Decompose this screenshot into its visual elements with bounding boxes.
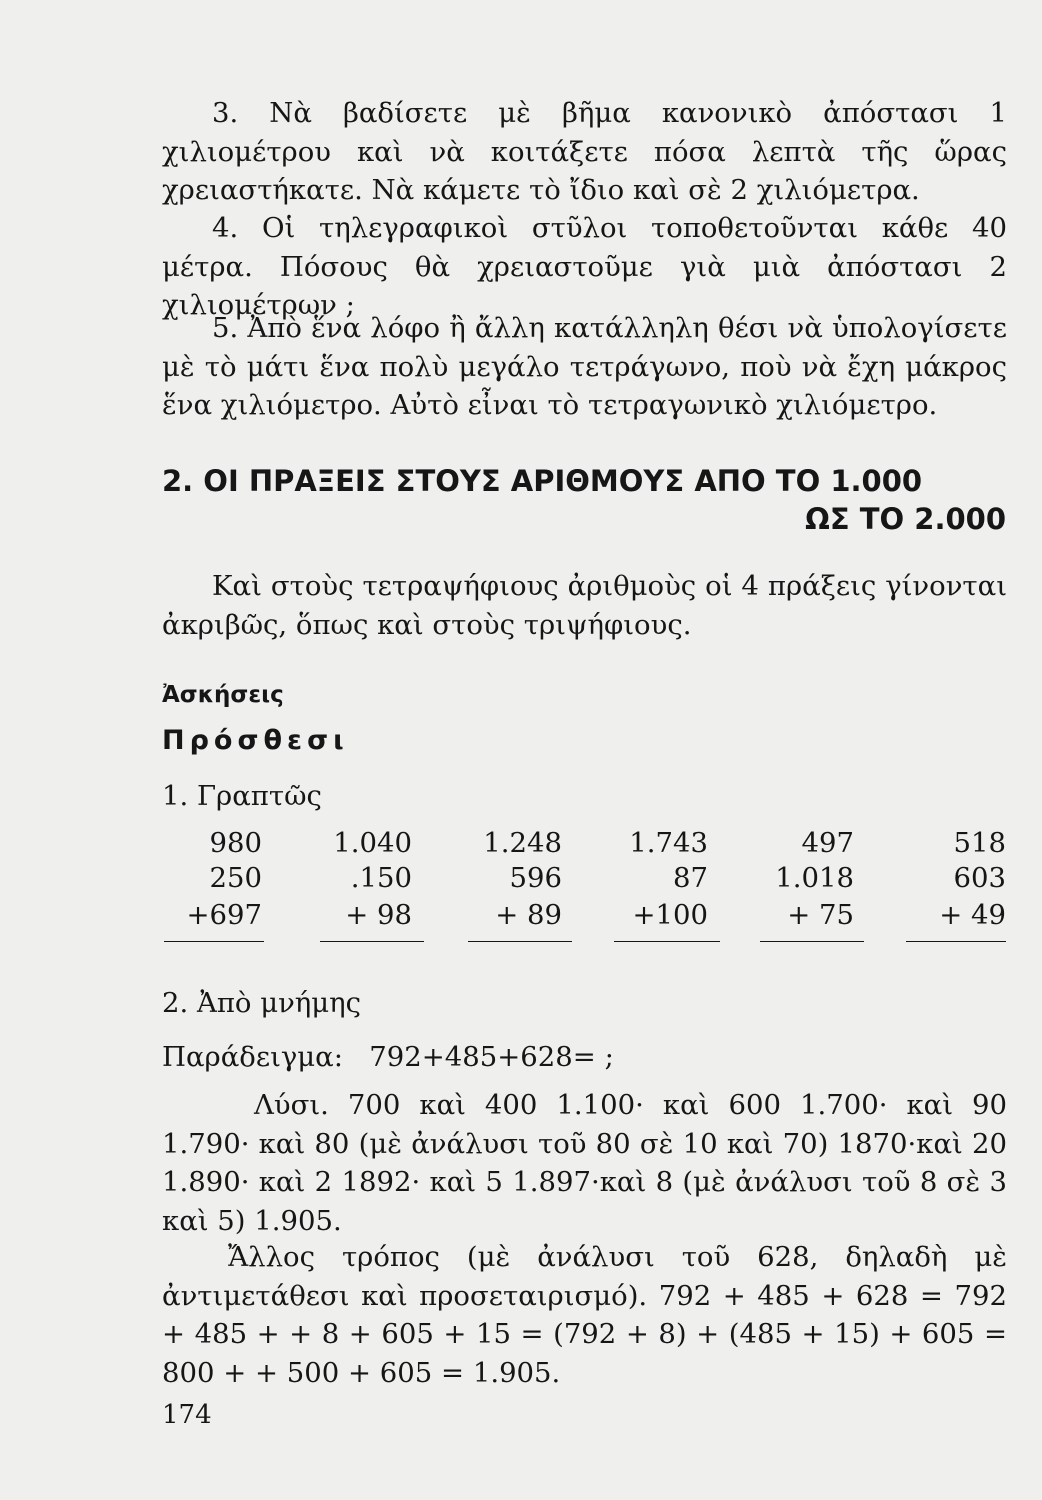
- col6-c: + 49: [939, 899, 1006, 931]
- example-line: Παράδειγμα: 792+485+628= ;: [162, 1041, 614, 1073]
- col2-c: + 98: [345, 899, 412, 931]
- col6-b: 603: [953, 862, 1006, 894]
- section-intro: Καὶ στοὺς τετραψήφιους ἀριθμοὺς οἱ 4 πράξεις γίνονται ἀκριβῶς, ὅπως καὶ στοὺς τριψήφιους.: [162, 570, 1007, 641]
- col4-c: +100: [632, 899, 708, 931]
- col4-a: 1.743: [629, 827, 708, 859]
- col5-b: 1.018: [775, 862, 854, 894]
- col5-a: 497: [801, 827, 854, 859]
- col1-b: 250: [209, 862, 262, 894]
- addition-heading: Πρόσθεσι: [162, 725, 349, 756]
- col3-b: 596: [509, 862, 562, 894]
- col3-a: 1.248: [483, 827, 562, 859]
- col1-rule: [164, 941, 264, 942]
- solution-text: Λύσι. 700 καὶ 400 1.100· καὶ 600 1.700· καὶ 90 1.790· καὶ 80 (μὲ ἀνάλυσι τοῦ 80 σὲ 10 καὶ 70) 1870·καὶ 20 1.890· καὶ 2 1892· καὶ 5 1.897·καὶ 8 (μὲ ἀνάλυσι τοῦ 8 σὲ 3 καὶ 5) 1.905.: [162, 1089, 1007, 1237]
- other-way-text: Ἄλλος τρόπος (μὲ ἀνάλυσι τοῦ 628, δηλαδὴ μὲ ἀντιμετάθεσι καὶ προσεταιρισμό). 792 + 485 + 628 = 792 + 485 + + 8 + 605 + 15 = (792 + 8) + (485 + 15) + 605 = 800 + + 500 + 605 = 1.905.: [162, 1241, 1007, 1389]
- exercises-heading: Ἀσκήσεις: [162, 682, 284, 708]
- page-number: 174: [162, 1400, 212, 1430]
- col4-rule: [614, 941, 720, 942]
- section-title-line1: 2. ΟΙ ΠΡΑΞΕΙΣ ΣΤΟΥΣ ΑΡΙΘΜΟΥΣ ΑΠΟ ΤΟ 1.000: [162, 464, 923, 498]
- col6-a: 518: [953, 827, 1006, 859]
- exercise-4: 4. Οἱ τηλεγραφικοὶ στῦλοι τοποθετοῦνται κάθε 40 μέτρα. Πόσους θὰ χρειαστοῦμε γιὰ μιὰ ἀπόστασι 2 χιλιομέτρων ;: [162, 212, 1007, 321]
- col5-rule: [760, 941, 864, 942]
- col4-b: 87: [673, 862, 708, 894]
- col2-a: 1.040: [333, 827, 412, 859]
- col2-b: .150: [350, 862, 412, 894]
- exercise-5: 5. Ἀπὸ ἕνα λόφο ἢ ἄλλη κατάλληλη θέσι νὰ ὑπολογίσετε μὲ τὸ μάτι ἕνα πολὺ μεγάλο τετράγωνο, ποὺ νὰ ἔχη μάκρος ἕνα χιλιόμετρο. Αὐτὸ εἶναι τὸ τετραγωνικὸ χιλιόμετρο.: [162, 312, 1007, 421]
- col5-c: + 75: [787, 899, 854, 931]
- col6-rule: [906, 941, 1006, 942]
- exercise-3: 3. Νὰ βαδίσετε μὲ βῆμα κανονικὸ ἀπόστασι 1 χιλιομέτρου καὶ νὰ κοιτάξετε πόσα λεπτὰ τῆς ὥρας χρειαστήκατε. Νὰ κάμετε τὸ ἴδιο καὶ σὲ 2 χιλιόμετρα.: [162, 97, 1007, 206]
- col1-c: +697: [186, 899, 262, 931]
- col2-rule: [320, 941, 424, 942]
- col1-a: 980: [209, 827, 262, 859]
- col3-rule: [468, 941, 572, 942]
- section-title-line2: ΩΣ ΤΟ 2.000: [805, 502, 1006, 536]
- written-label: 1. Γραπτῶς: [162, 780, 322, 812]
- col3-c: + 89: [495, 899, 562, 931]
- memory-label: 2. Ἀπὸ μνήμης: [162, 987, 362, 1019]
